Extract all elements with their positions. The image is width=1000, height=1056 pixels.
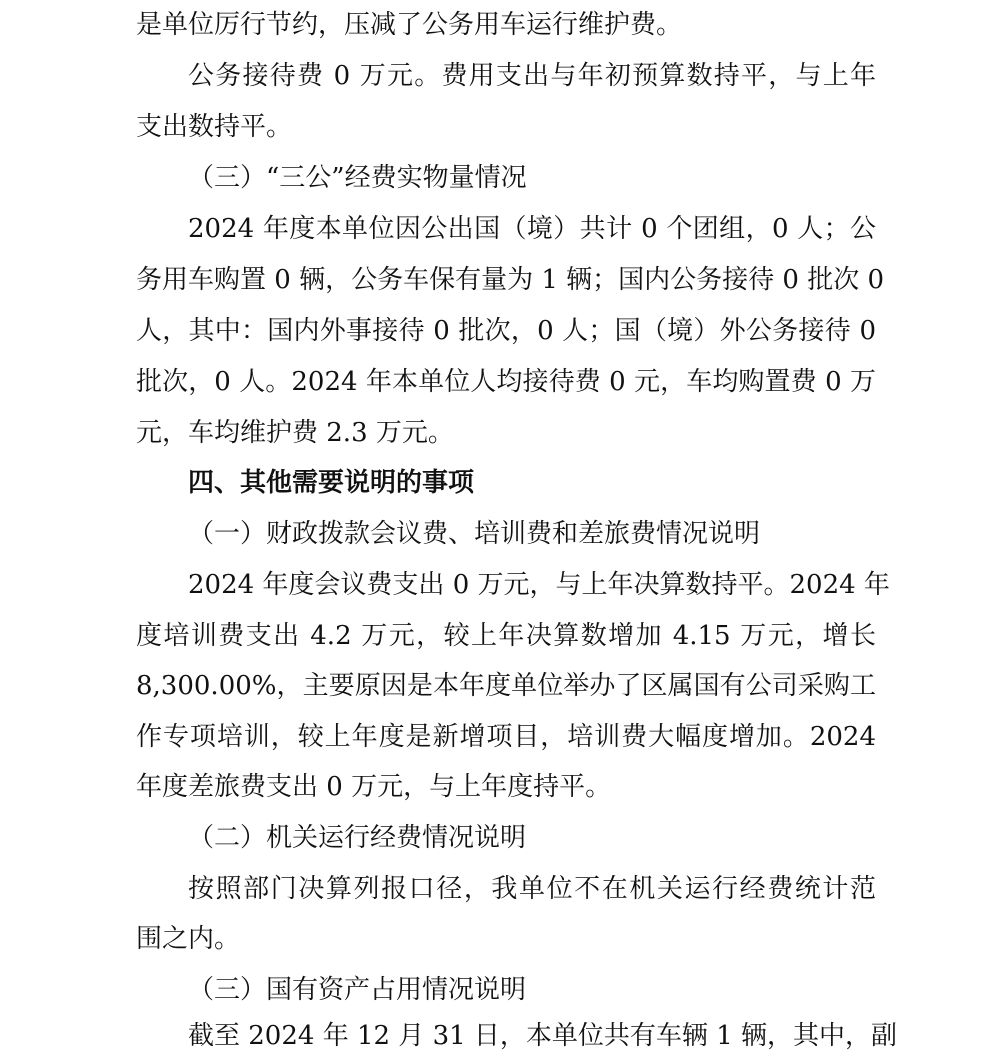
text-line: 度培训费支出 4.2 万元，较上年决算数增加 4.15 万元，增长 xyxy=(136,621,876,651)
text-line: 是单位厉行节约，压减了公务用车运行维护费。 xyxy=(136,10,683,40)
text-line: 务用车购置 0 辆，公务车保有量为 1 辆；国内公务接待 0 批次 0 xyxy=(136,265,885,295)
text-line: 围之内。 xyxy=(136,924,241,954)
text-line: 支出数持平。 xyxy=(136,112,293,142)
text-line: 作专项培训，较上年度是新增项目，培训费大幅度增加。2024 xyxy=(136,722,876,752)
text-line: 按照部门决算列报口径，我单位不在机关运行经费统计范 xyxy=(188,874,876,904)
section-heading: （三）“三公”经费实物量情况 xyxy=(188,163,527,193)
section-heading: （二）机关运行经费情况说明 xyxy=(188,823,527,853)
chapter-heading: 四、其他需要说明的事项 xyxy=(188,468,475,498)
text-line: 人，其中：国内外事接待 0 批次，0 人；国（境）外公务接待 0 xyxy=(136,316,876,346)
text-line: 元，车均维护费 2.3 万元。 xyxy=(136,418,454,448)
text-line: 2024 年度本单位因公出国（境）共计 0 个团组，0 人；公 xyxy=(188,214,876,244)
text-line: 2024 年度会议费支出 0 万元，与上年决算数持平。2024 年 xyxy=(188,570,890,600)
text-line: 截至 2024 年 12 月 31 日，本单位共有车辆 1 辆，其中，副 xyxy=(188,1021,897,1051)
section-heading: （一）财政拨款会议费、培训费和差旅费情况说明 xyxy=(188,519,761,549)
text-line: 8,300.00%，主要原因是本年度单位举办了区属国有公司采购工 xyxy=(136,671,876,701)
text-line: 公务接待费 0 万元。费用支出与年初预算数持平，与上年 xyxy=(188,61,876,91)
section-heading: （三）国有资产占用情况说明 xyxy=(188,975,527,1005)
text-line: 批次，0 人。2024 年本单位人均接待费 0 元，车均购置费 0 万 xyxy=(136,367,876,397)
text-line: 年度差旅费支出 0 万元，与上年度持平。 xyxy=(136,772,612,802)
